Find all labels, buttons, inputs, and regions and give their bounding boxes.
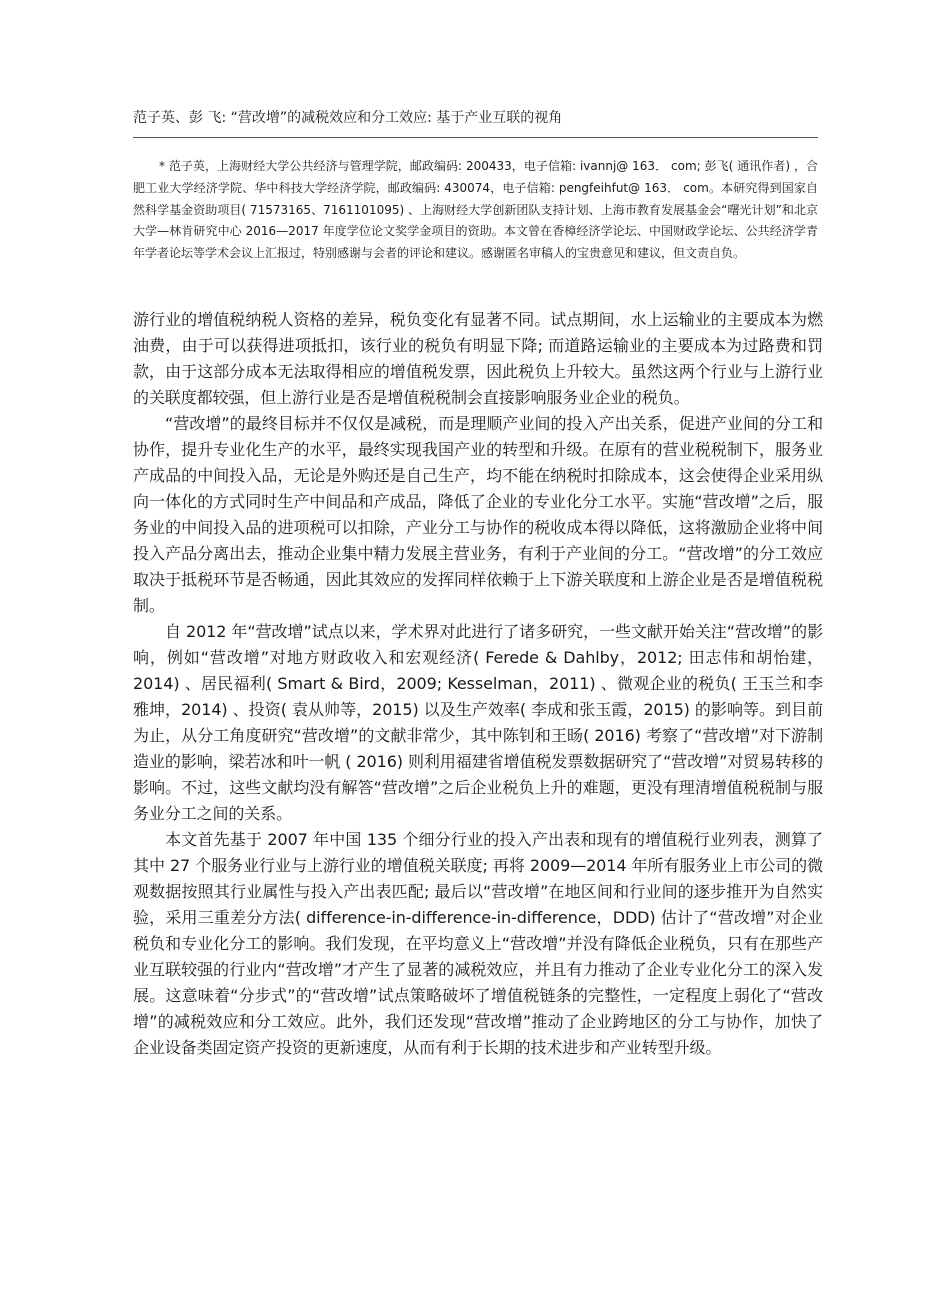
body-text (133, 307, 823, 1061)
paragraph-continued: 游行业的增值税纳税人资格的差异，税负变化有显著不同。试点期间，水上运输业的主要成本为燃油费，由于可以获得进项抵扣，该行业的税负有明显下降; 而道路运输业的主要成本为过路费和罚款，由于这部分成本无法取得相应的增值税发票，因此税负上升较大。虽然这两个行业与上游行业的关联度都较强，但上游行业是否是增值税税制会直接影响服务业企业的税负。 (133, 310, 823, 407)
paragraph: 自 2012 年“营改增”试点以来，学术界对此进行了诸多研究，一些文献开始关注“营改增”的影响，例如“营改增”对地方财政收入和宏观经济( Ferede & Dahlby，2012; 田志伟和胡怡建，2014) 、居民福利( Smart & Bird，2009; Kesselman，2011) 、微观企业的税负( 王玉兰和李雅坤，2014) 、投资( 袁从帅等，2015) 以及生产效率( 李成和张玉霞，2015) 的影响等。到目前为止，从分工角度研究“营改增”的文献非常少，其中陈钊和王旸( 2016) 考察了“营改增”对下游制造业的影响，梁若冰和叶一帆 ( 2016) 则利用福建省增值税发票数据研究了“营改增”对贸易转移的影响。不过，这些文献均没有解答“营改增”之后企业税负上升的难题，更没有理清增值税税制与服务业分工之间的关系。 (133, 622, 823, 823)
header-divider (133, 137, 818, 138)
paragraph: “营改增”的最终目标并不仅仅是减税，而是理顺产业间的投入产出关系，促进产业间的分工和协作，提升专业化生产的水平，最终实现我国产业的转型和升级。在原有的营业税税制下，服务业产成品的中间投入品，无论是外购还是自己生产，均不能在纳税时扣除成本，这会使得企业采用纵向一体化的方式同时生产中间品和产成品，降低了企业的专业化分工水平。实施“营改增”之后，服务业的中间投入品的进项税可以扣除，产业分工与协作的税收成本得以降低，这将激励企业将中间投入产品分离出去，推动企业集中精力发展主营业务，有利于产业间的分工。“营改增”的分工效应取决于抵税环节是否畅通，因此其效应的发挥同样依赖于上下游关联度和上游企业是否是增值税税制。 (133, 414, 823, 615)
author-footnote: * 范子英，上海财经大学公共经济与管理学院，邮政编码: 200433，电子信箱: ivannj@ 163． com; 彭飞( 通讯作者) ，合肥工业大学经济学院、华中科技大学经济学院，邮政编码: 430074，电子信箱: pengfeihfut@ 163． com。本研究得到国家自然科学基金资助项目( 71573165、7161101095) 、上海财经大学创新团队支持计划、上海市教育发展基金会“曙光计划”和北京大学—林肯研究中心 2016—2017 年度学位论文奖学金项目的资助。本文曾在香樟经济学论坛、中国财政学论坛、公共经济学青年学者论坛等学术会议上汇报过，特别感谢与会者的评论和建议。感谢匿名审稿人的宝贵意见和建议，但文责自负。 (133, 159, 818, 261)
running-header: 范子英、彭 飞: “营改增”的减税效应和分工效应: 基于产业互联的视角 (133, 110, 563, 126)
paragraph: 本文首先基于 2007 年中国 135 个细分行业的投入产出表和现有的增值税行业列表，测算了其中 27 个服务业行业与上游行业的增值税关联度; 再将 2009—2014 年所有服务业上市公司的微观数据按照其行业属性与投入产出表匹配; 最后以“营改增”在地区间和行业间的逐步推开为自然实验，采用三重差分方法( difference-in-difference-in-difference，DDD) 估计了“营改增”对企业税负和专业化分工的影响。我们发现，在平均意义上“营改增”并没有降低企业税负，只有在那些产业互联较强的行业内“营改增”才产生了显著的减税效应，并且有力推动了企业专业化分工的深入发展。这意味着“分步式”的“营改增”试点策略破坏了增值税链条的完整性，一定程度上弱化了“营改增”的减税效应和分工效应。此外，我们还发现“营改增”推动了企业跨地区的分工与协作，加快了企业设备类固定资产投资的更新速度，从而有利于长期的技术进步和产业转型升级。 (133, 830, 823, 1057)
